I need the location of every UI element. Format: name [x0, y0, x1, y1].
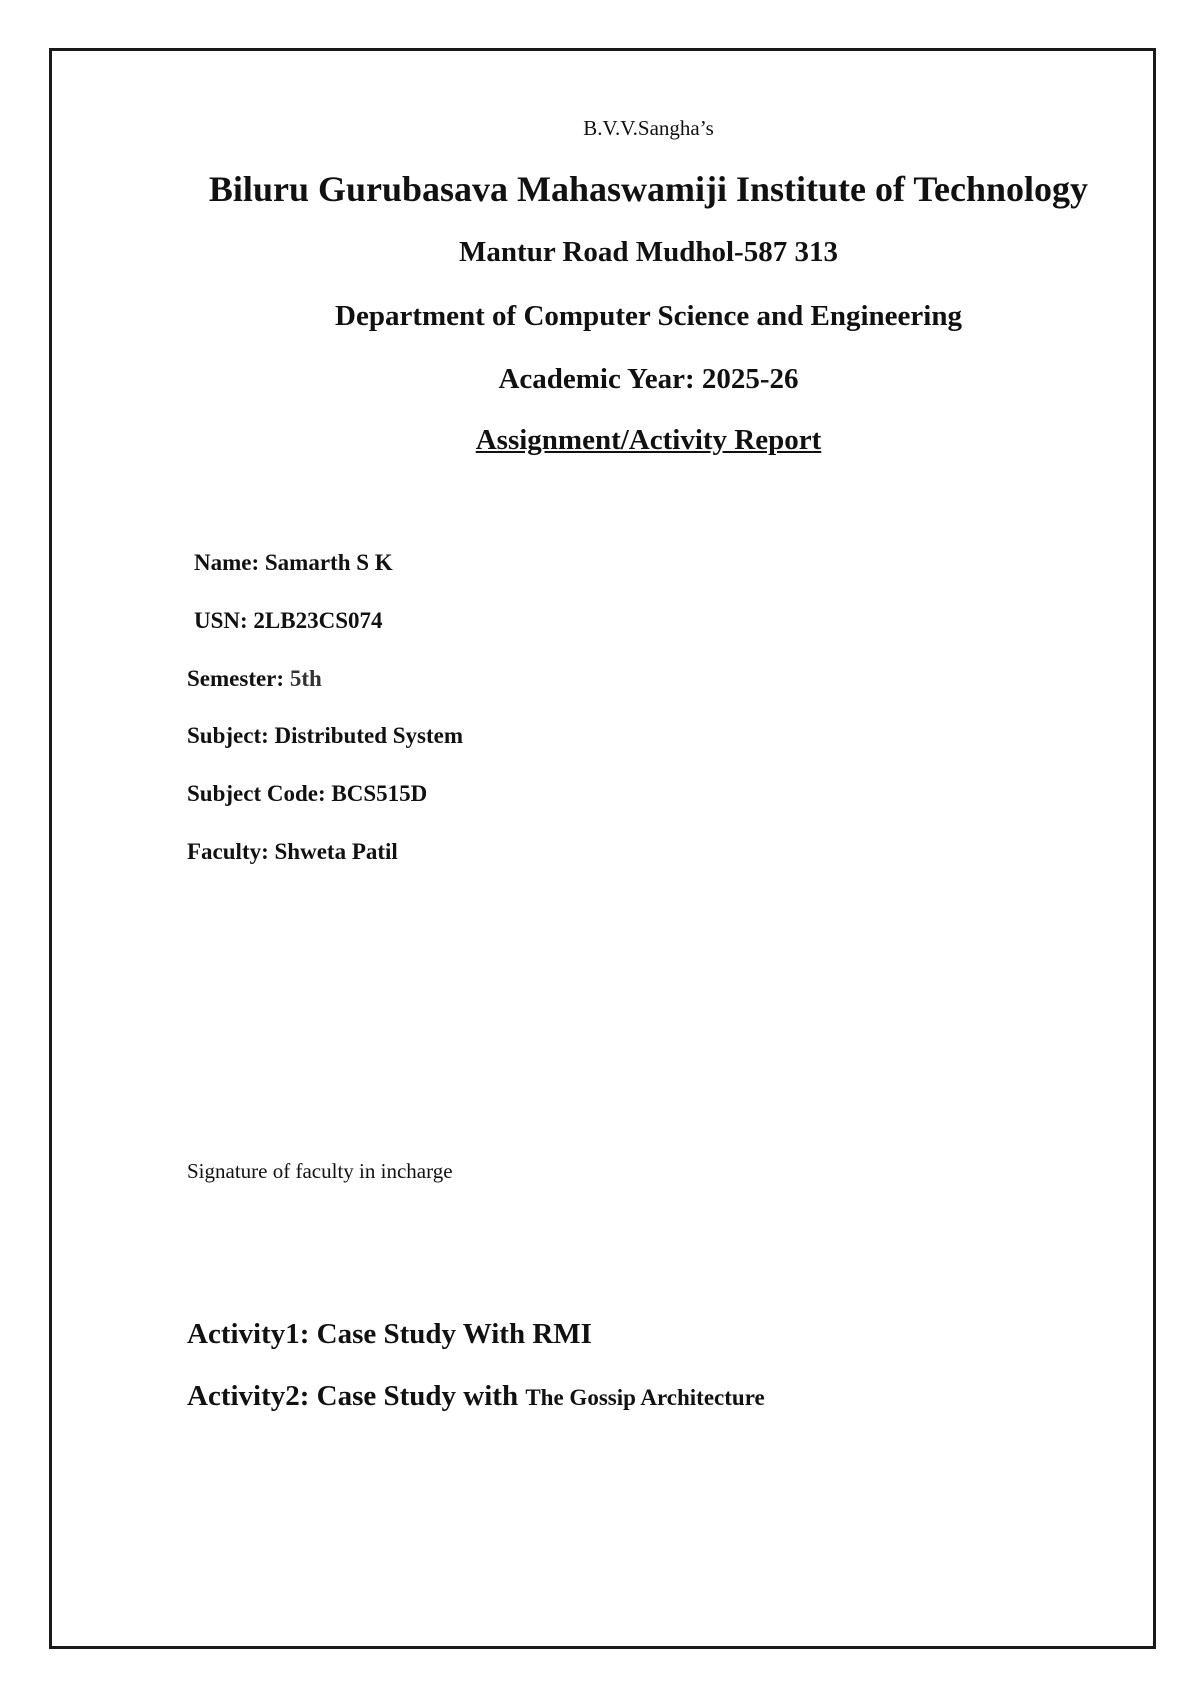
- faculty-value: Shweta Patil: [274, 839, 398, 864]
- subject-code: [187, 781, 427, 807]
- institute-name: Biluru Gurubasava Mahaswamiji Institute of Technology: [208, 169, 1089, 209]
- faculty-label: Faculty:: [187, 839, 269, 864]
- student-name: [194, 550, 393, 576]
- department-name: Department of Computer Science and Engineering: [335, 300, 962, 332]
- semester-label: Semester:: [187, 666, 285, 691]
- usn-value: 2LB23CS074: [253, 608, 383, 633]
- academic-year: Academic Year: 2025-26: [498, 363, 799, 395]
- sangha-line: B.V.V.Sangha’s: [583, 116, 714, 140]
- activity-2: [187, 1380, 765, 1413]
- name-label: Name:: [194, 550, 260, 575]
- activity-1: Activity1: Case Study With RMI: [187, 1318, 592, 1350]
- institute-address: Mantur Road Mudhol-587 313: [459, 236, 838, 268]
- faculty: [187, 839, 398, 865]
- subject-value: Distributed System: [274, 723, 464, 748]
- student-usn: [194, 608, 383, 634]
- usn-label: USN:: [194, 608, 248, 633]
- subject-code-label: Subject Code:: [187, 781, 326, 806]
- name-value: Samarth S K: [264, 550, 393, 575]
- subject: [187, 723, 463, 749]
- report-title: Assignment/Activity Report: [475, 424, 822, 456]
- activity-2-suffix: The Gossip Architecture: [525, 1385, 765, 1410]
- faculty-signature-label: Signature of faculty in incharge: [187, 1159, 453, 1183]
- semester: [187, 666, 322, 692]
- activity-2-prefix: Activity2: Case Study with: [187, 1380, 519, 1412]
- subject-label: Subject:: [187, 723, 269, 748]
- semester-value: 5th: [289, 666, 322, 691]
- subject-code-value: BCS515D: [331, 781, 428, 806]
